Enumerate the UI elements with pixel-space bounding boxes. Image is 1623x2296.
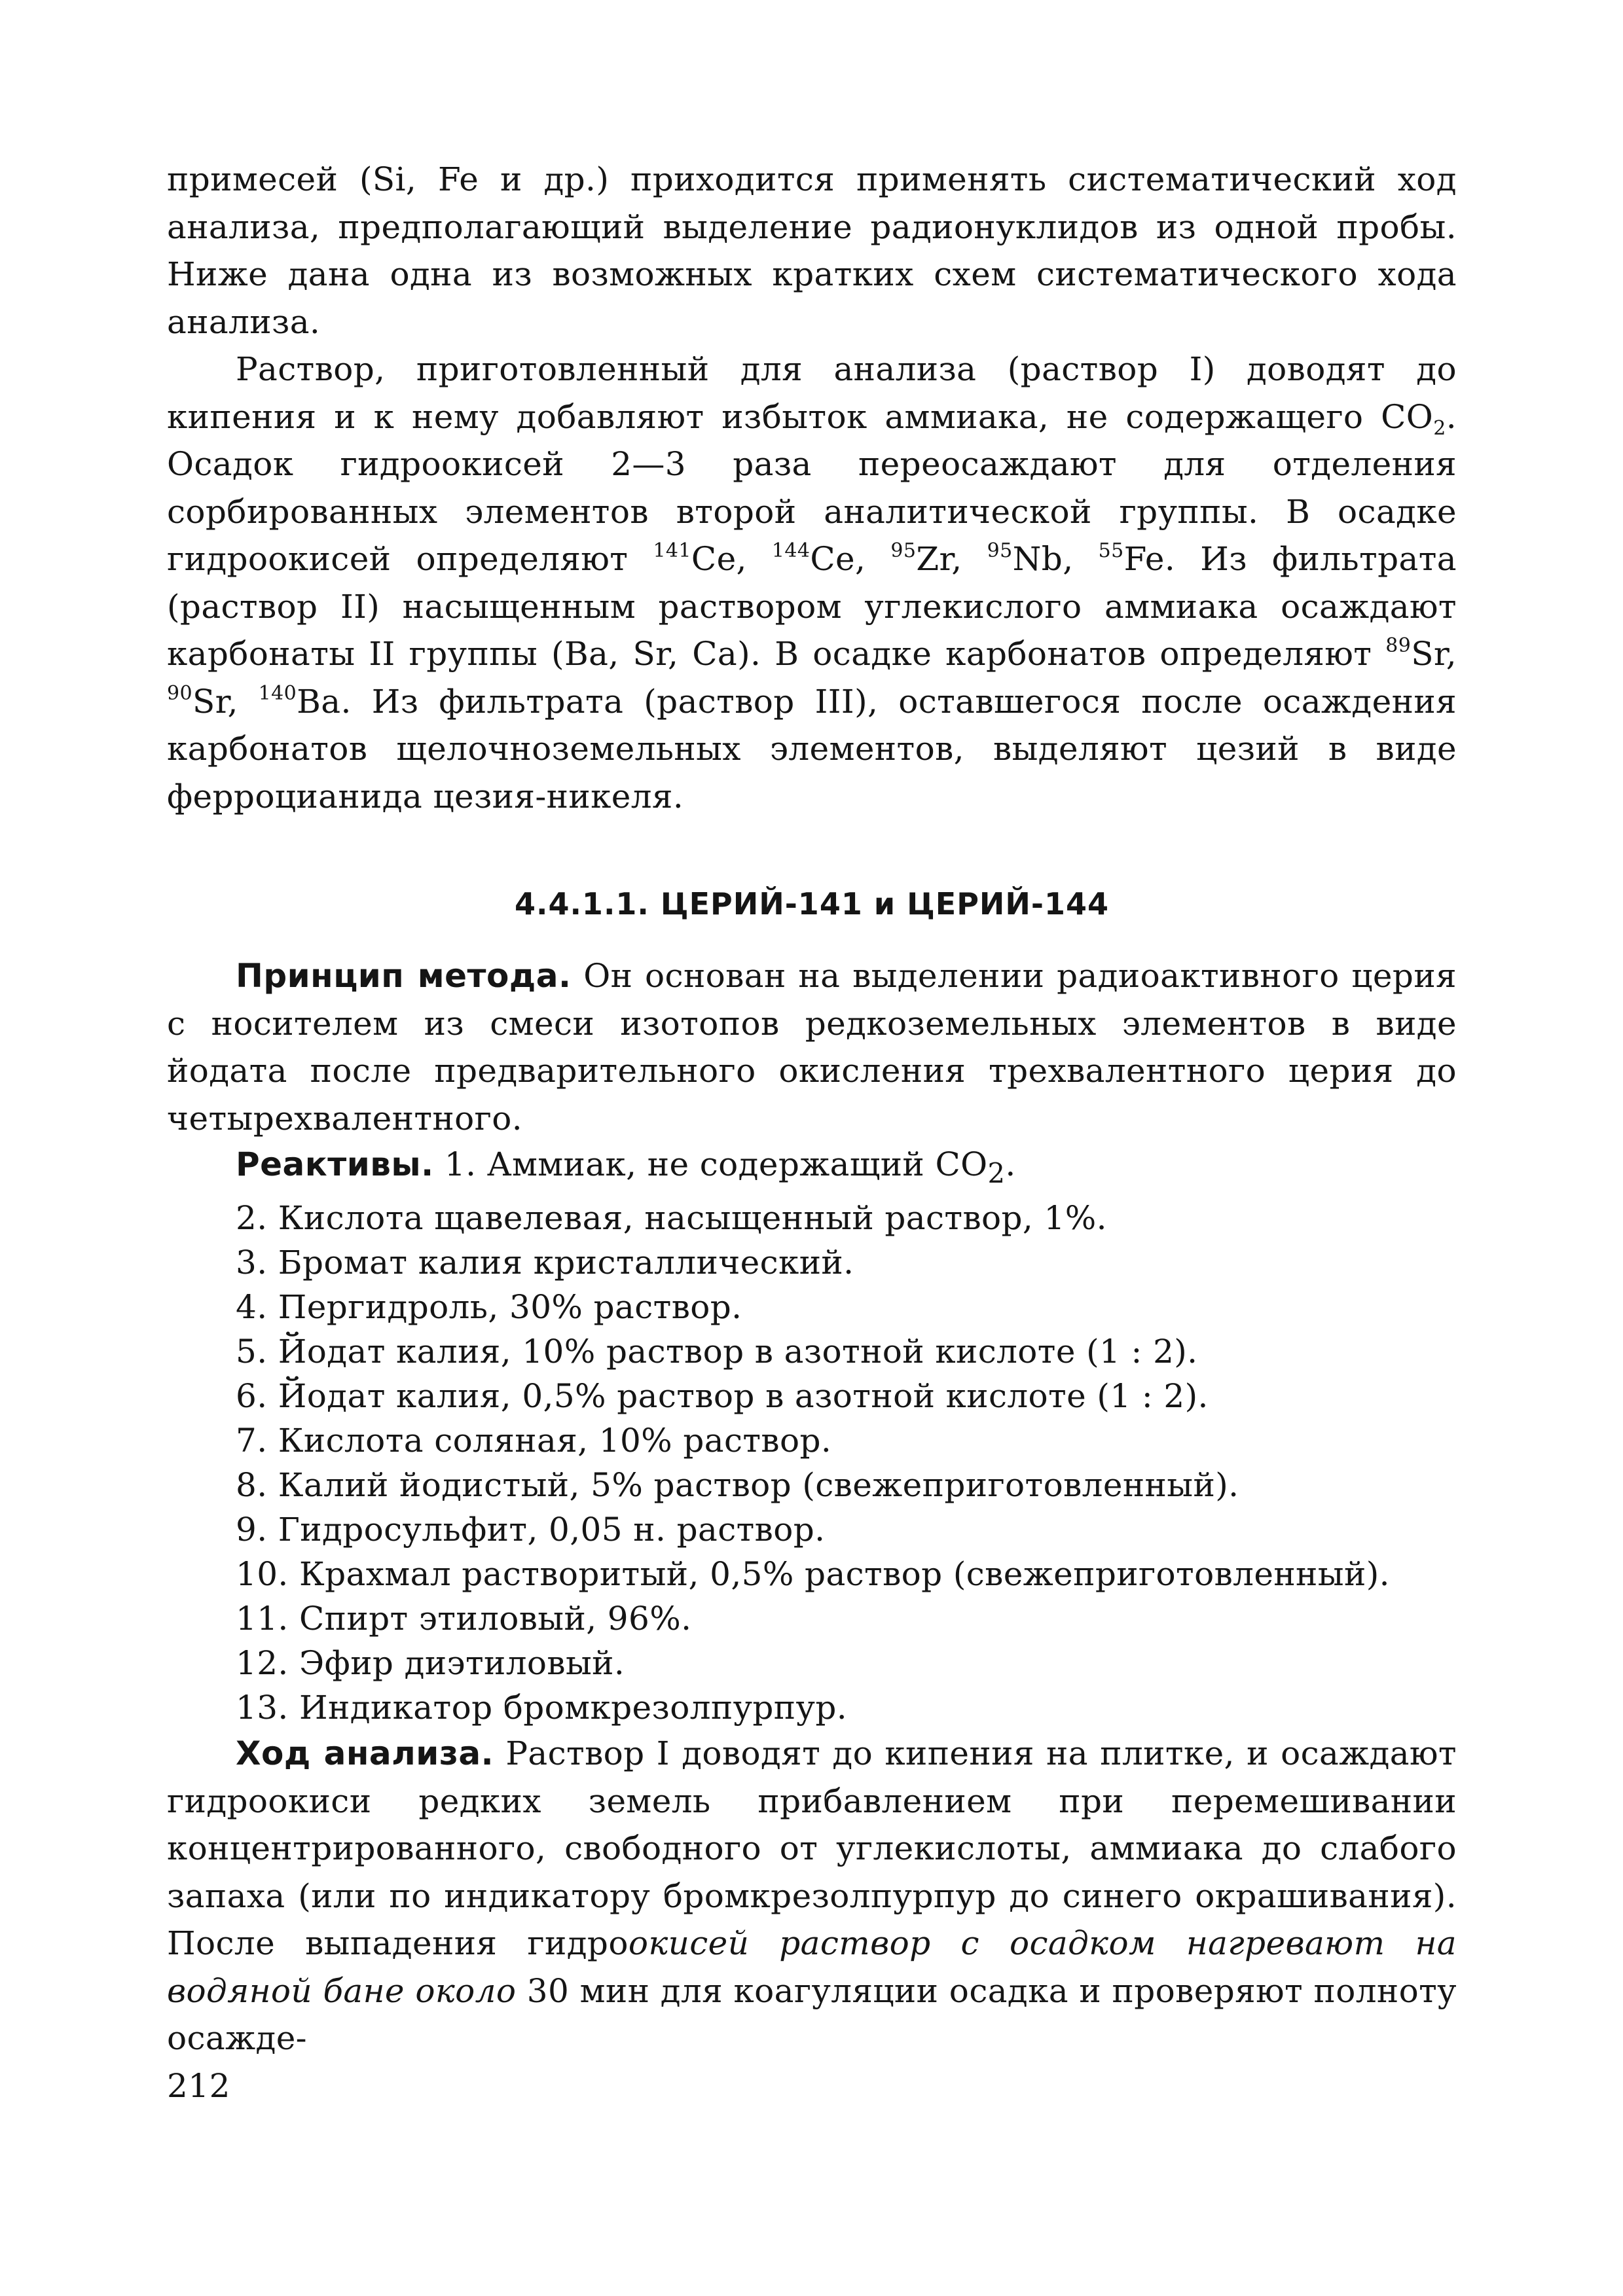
isotope-mass: 140 — [258, 681, 297, 705]
section-heading: 4.4.1.1. ЦЕРИЙ-141 и ЦЕРИЙ-144 — [514, 886, 1110, 922]
reagent-item: 11. Спирт этиловый, 96%. — [236, 1600, 692, 1638]
section-spacer — [167, 927, 1457, 952]
isotope-mass: 89 — [1385, 634, 1412, 657]
isotope-symbol: Sr, — [1411, 635, 1457, 673]
reagent-item: 7. Кислота соляная, 10% раствор. — [236, 1422, 832, 1460]
isotope-mass: 95 — [987, 539, 1013, 562]
reagent-item: 12. Эфир диэтиловый. — [236, 1644, 625, 1682]
isotope-symbol: Ba. — [297, 682, 352, 721]
isotope-mass: 95 — [890, 539, 917, 562]
intro-paragraph: примесей (Si, Fe и др.) приходится применять систематический ход анализа, предполагающий выделение радионуклидов из одной пробы. Ниже дана одна из возможных кратких схем систематического хода анализа. — [167, 160, 1457, 341]
isotope-symbol: Sr, — [192, 682, 259, 721]
isotope-mass: 55 — [1098, 539, 1124, 562]
isotope-symbol: Nb, — [1012, 540, 1099, 578]
method-principle-paragraph — [167, 952, 1457, 1142]
scheme-text: . Осадок гидроокисей 2—3 раза переосаждают для отделения сорбированных элементов второй аналитической группы. В осадке гидроокисей определяют — [167, 397, 1457, 578]
reagents-lead: Реактивы. — [236, 1145, 434, 1183]
reagent-item: 9. Гидросульфит, 0,05 н. раствор. — [236, 1511, 826, 1549]
scheme-text: Из фильтрата (раствор III), оставшегося после осаждения карбонатов щелочноземельных элементов, выделяют цезий в виде ферроцианида цезия-никеля. — [167, 682, 1457, 816]
isotope-symbol: Ce, — [691, 540, 772, 578]
procedure-italic-text: окисей раствор с осадком нагревают на водяной бане около — [167, 1924, 1457, 2010]
co2-subscript: 2 — [987, 1157, 1006, 1189]
isotope-mass: 141 — [653, 539, 691, 562]
procedure-text: Раствор I доводят до кипения на плитке, и осаждают гидроокиси редких земель прибавлением при перемешивании концентрированного, свободного от углекислоты, аммиака до слабого запаха (или по индикатору бромкрезолпурпур до синего окрашивания). После выпадения гидро — [167, 1734, 1457, 1962]
reagent-item: 13. Индикатор бромкрезолпурпур. — [236, 1689, 848, 1727]
isotope-symbol: Ce, — [810, 540, 891, 578]
book-page — [167, 156, 1457, 2263]
reagents-header — [167, 1142, 1457, 1196]
reagent-item: 8. Калий йодистый, 5% раствор (свежеприготовленный). — [236, 1466, 1239, 1504]
section-spacer — [167, 820, 1457, 880]
analysis-scheme-paragraph — [167, 346, 1457, 820]
principle-text: Он основан на выделении радиоактивного церия с носителем из смеси изотопов редкоземельных элементов в виде йодата после предварительного окисления трехвалентного церия до четырехвалентного. — [167, 957, 1457, 1138]
procedure-text: 30 мин для коагуляции осадка и проверяют полноту осажде- — [167, 1971, 1457, 2057]
reagent-item: 4. Пергидроль, 30% раствор. — [236, 1288, 742, 1326]
co2-subscript: 2 — [1433, 416, 1446, 440]
reagent-item: 2. Кислота щавелевая, насыщенный раствор, 1%. — [236, 1199, 1107, 1237]
procedure-lead: Ход анализа. — [236, 1734, 494, 1772]
reagent-item: 3. Бромат калия кристаллический. — [236, 1244, 854, 1282]
isotope-symbol: Zr, — [916, 540, 987, 578]
page-number: 212 — [167, 2066, 230, 2105]
reagent-item: 10. Крахмал растворитый, 0,5% раствор (свежеприготовленный). — [236, 1555, 1390, 1593]
procedure-paragraph — [167, 1730, 1457, 2062]
reagent-item: 5. Йодат калия, 10% раствор в азотной кислоте (1 : 2). — [236, 1333, 1198, 1371]
reagent-item: . — [1005, 1145, 1016, 1183]
scheme-text: Раствор, приготовленный для анализа (раствор I) доводят до кипения и к нему добавляют избыток аммиака, не содержащего CO — [167, 350, 1457, 436]
isotope-mass: 90 — [167, 681, 192, 705]
scheme-text: Из фильтрата (раствор II) насыщенным раствором углекислого аммиака осаждают карбонаты II группы (Ba, Sr, Ca). В осадке карбонатов определяют — [167, 540, 1457, 673]
isotope-mass: 144 — [771, 539, 811, 562]
isotope-symbol: Fe. — [1123, 540, 1176, 578]
reagent-item: 1. Аммиак, не содержащий CO — [433, 1145, 988, 1183]
principle-lead: Принцип метода. — [236, 957, 572, 995]
reagent-item: 6. Йодат калия, 0,5% раствор в азотной кислоте (1 : 2). — [236, 1377, 1209, 1415]
